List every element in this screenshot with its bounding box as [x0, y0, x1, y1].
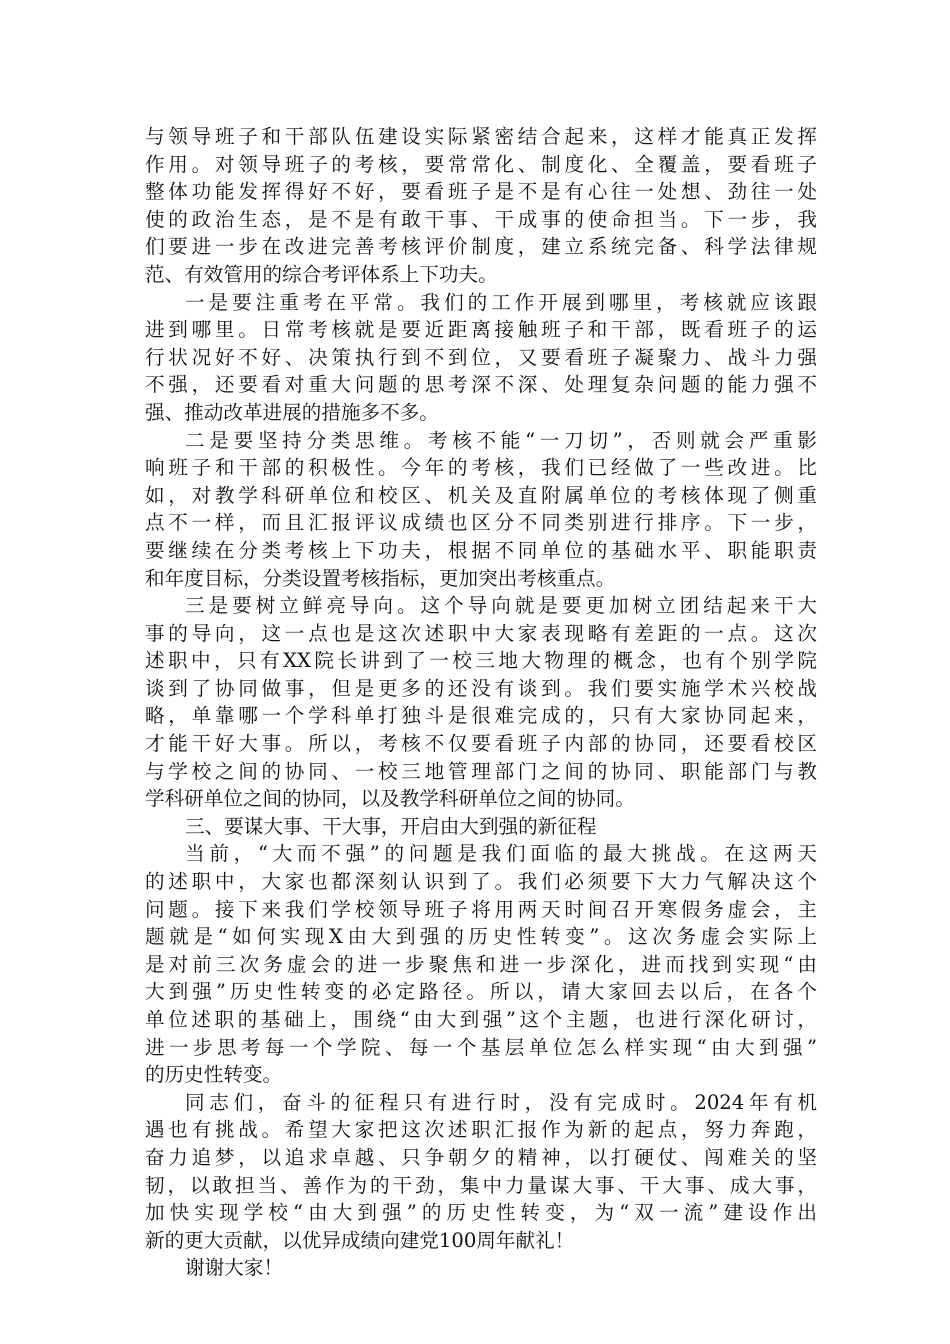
- text-line: 事的导向，这一点也是这次述职中大家表现略有差距的一点。这次: [145, 621, 817, 645]
- text-line: 述职中，只有XX院长讲到了一校三地大物理的概念，也有个别学院: [145, 649, 817, 673]
- text-line: 新的更大贡献，以优异成绩向建党100周年献礼！: [145, 1228, 575, 1252]
- text-line: 与领导班子和干部队伍建设实际紧密结合起来，这样才能真正发挥: [145, 125, 817, 148]
- text-line: 使的政治生态，是不是有敢干事、干成事的使命担当。下一步，我: [145, 207, 817, 231]
- text-line: 题就是“如何实现X由大到强的历史性转变”。这次务虚会实际上: [145, 925, 817, 949]
- text-line: 遇也有挑战。希望大家把这次述职汇报作为新的起点，努力奔跑，: [145, 1118, 817, 1142]
- text-line: 和年度目标，分类设置考核指标，更加突出考核重点。: [145, 566, 616, 590]
- text-line: 行状况好不好、决策执行到不到位，又要看班子凝聚力、战斗力强: [145, 345, 817, 369]
- text-line: 奋力追梦，以追求卓越、只争朝夕的精神，以打硬仗、闯难关的坚: [145, 1145, 817, 1169]
- text-line: 不强，还要看对重大问题的思考深不深、处理复杂问题的能力强不: [145, 373, 817, 397]
- text-line: 大到强”历史性转变的必定路径。所以，请大家回去以后，在各个: [145, 980, 817, 1004]
- text-line: 略，单靠哪一个学科单打独斗是很难完成的，只有大家协同起来，: [145, 704, 817, 728]
- paragraph-start-line: 一是要注重考在平常。我们的工作开展到哪里，考核就应该跟: [185, 290, 817, 314]
- text-line: 作用。对领导班子的考核，要常常化、制度化、全覆盖，要看班子: [145, 152, 817, 176]
- text-line: 进到哪里。日常考核就是要近距离接触班子和干部，既看班子的运: [145, 318, 817, 342]
- text-line: 点不一样，而且汇报评议成绩也区分不同类别进行排序。下一步，: [145, 511, 817, 535]
- text-line: 单位述职的基础上，围绕“由大到强”这个主题，也进行深化研讨，: [145, 1008, 817, 1031]
- text-line: 问题。接下来我们学校领导班子将用两天时间召开寒假务虚会，主: [145, 897, 817, 921]
- paragraph-start-line: 当前，“大而不强”的问题是我们面临的最大挑战。在这两天: [185, 842, 817, 866]
- text-line: 与学校之间的协同、一校三地管理部门之间的协同、职能部门与教: [145, 759, 817, 783]
- text-line: 要继续在分类考核上下功夫，根据不同单位的基础水平、职能职责: [145, 538, 817, 562]
- document-body: [145, 123, 817, 1282]
- text-line: 进一步思考每一个学院、每一个基层单位怎么样实现“由大到强”: [145, 1035, 817, 1059]
- text-line: 整体功能发挥得好不好，要看班子是不是有心往一处想、劲往一处: [145, 180, 817, 204]
- text-line: 加快实现学校“由大到强”的历史性转变，为“双一流”建设作出: [145, 1201, 817, 1225]
- paragraph-start-line: 二是要坚持分类思维。考核不能“一刀切”，否则就会严重影: [185, 428, 817, 452]
- section-heading: 三、要谋大事、干大事，开启由大到强的新征程: [185, 814, 597, 838]
- text-line: 强、推动改革进展的措施多不多。: [145, 400, 439, 424]
- text-line: 们要进一步在改进完善考核评价制度，建立系统完备、科学法律规: [145, 235, 817, 259]
- text-line: 是对前三次务虚会的进一步聚焦和进一步深化，进而找到实现“由: [145, 952, 817, 976]
- text-line: 范、有效管用的综合考评体系上下功夫。: [145, 262, 498, 286]
- text-line: 的历史性转变。: [145, 1063, 283, 1087]
- paragraph-start-line: 同志们，奋斗的征程只有进行时，没有完成时。2024年有机: [185, 1090, 817, 1114]
- text-line: 如，对教学科研单位和校区、机关及直附属单位的考核体现了侧重: [145, 483, 817, 507]
- text-line: 的述职中，大家也都深刻认识到了。我们必须要下大力气解决这个: [145, 870, 817, 894]
- text-line: 谈到了协同做事，但是更多的还没有谈到。我们要实施学术兴校战: [145, 676, 817, 700]
- text-line: 才能干好大事。所以，考核不仅要看班子内部的协同，还要看校区: [145, 732, 817, 756]
- text-line: 韧，以敢担当、善作为的干劲，集中力量谋大事、干大事、成大事，: [145, 1173, 817, 1197]
- text-line: 学科研单位之间的协同，以及教学科研单位之间的协同。: [145, 787, 635, 811]
- paragraph-start-line: 三是要树立鲜亮导向。这个导向就是要更加树立团结起来干大: [185, 594, 817, 618]
- closing-line: 谢谢大家！: [185, 1256, 283, 1280]
- text-line: 响班子和干部的积极性。今年的考核，我们已经做了一些改进。比: [145, 456, 817, 480]
